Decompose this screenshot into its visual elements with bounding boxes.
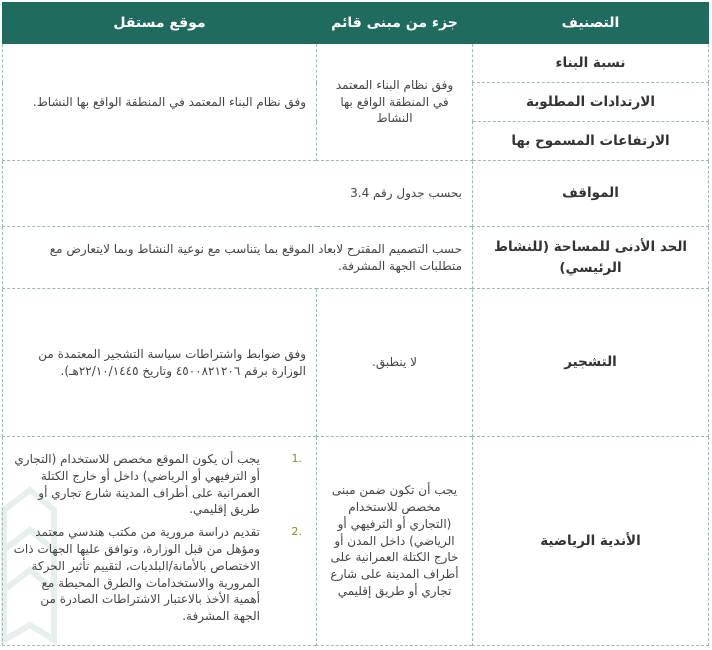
cell-building-system-standalone: وفق نظام البناء المعتمد في المنطقة الواقع بها النشاط. <box>3 44 317 161</box>
cell-min-area-value: حسب التصميم المقترح لابعاد الموقع بما يتناسب مع نوعية النشاط وبما لايتعارض مع متطلبات الجهة المشرفة. <box>3 227 473 289</box>
cell-afforestation-standalone: وفق ضوابط واشتراطات سياسة التشجير المعتمدة من الوزارة برقم ٤٥٠٠٨٢١٢٠٦ وتاريخ ٢٢/١٠/١٤٤٥هـ). <box>3 289 317 437</box>
cell-building-system-existing: وفق نظام البناء المعتمد في المنطقة الواقع بها النشاط <box>317 44 473 161</box>
table-row <box>3 289 709 437</box>
table-row <box>3 44 709 83</box>
requirements-list <box>13 451 306 625</box>
cell-parking-value: بحسب جدول رقم 3.4 <box>3 161 473 227</box>
table-row <box>3 437 709 646</box>
table-row <box>3 161 709 227</box>
label-heights: الارتفاعات المسموح بها <box>473 122 709 161</box>
table-row <box>3 227 709 289</box>
cell-sports-clubs-standalone <box>3 437 317 646</box>
list-item <box>13 524 306 625</box>
list-item <box>13 451 306 518</box>
header-existing-building: جزء من مبنى قائم <box>317 3 473 44</box>
cell-sports-clubs-existing: يجب أن تكون ضمن مبنى مخصص للاستخدام (التجاري أو الترفيهي أو الرياضي) داخل المدن أو خارج الكتلة العمرانية على أطراف المدينة على شارع تجاري أو طريق إقليمي <box>317 437 473 646</box>
label-building-ratio: نسبة البناء <box>473 44 709 83</box>
label-min-area: الحد الأدنى للمساحة (للنشاط الرئيسي) <box>473 227 709 289</box>
label-setbacks: الارتدادات المطلوبة <box>473 83 709 122</box>
list-item-text: تقديم دراسة مرورية من مكتب هندسي معتمد ومؤهل من قبل الوزارة، وتوافق عليها الجهات ذات الاختصاص بالأمانة/البلديات، لتقييم تأثير الحركة المرورية والاستخدامات والطرق المحيطة مع أهمية الأخذ بالاعتبار الاشتراطات الصادرة من الجهة المشرفة. <box>13 525 260 624</box>
label-afforestation: التشجير <box>473 289 709 437</box>
regulations-table <box>2 2 709 646</box>
table-header-row <box>3 3 709 44</box>
label-sports-clubs: الأندية الرياضية <box>473 437 709 646</box>
header-standalone-site: موقع مستقل <box>3 3 317 44</box>
list-item-text: يجب أن يكون الموقع مخصص للاستخدام (التجاري أو الترفيهي أو الرياضي) داخل أو خارج الكتلة العمرانية على أطراف المدينة شارع تجاري أو طريق إقليمي. <box>14 452 260 517</box>
list-item-number: .1 <box>291 452 302 466</box>
list-item-number: .2 <box>291 525 302 539</box>
cell-afforestation-existing: لا ينطبق. <box>317 289 473 437</box>
header-classification: التصنيف <box>473 3 709 44</box>
label-parking: المواقف <box>473 161 709 227</box>
